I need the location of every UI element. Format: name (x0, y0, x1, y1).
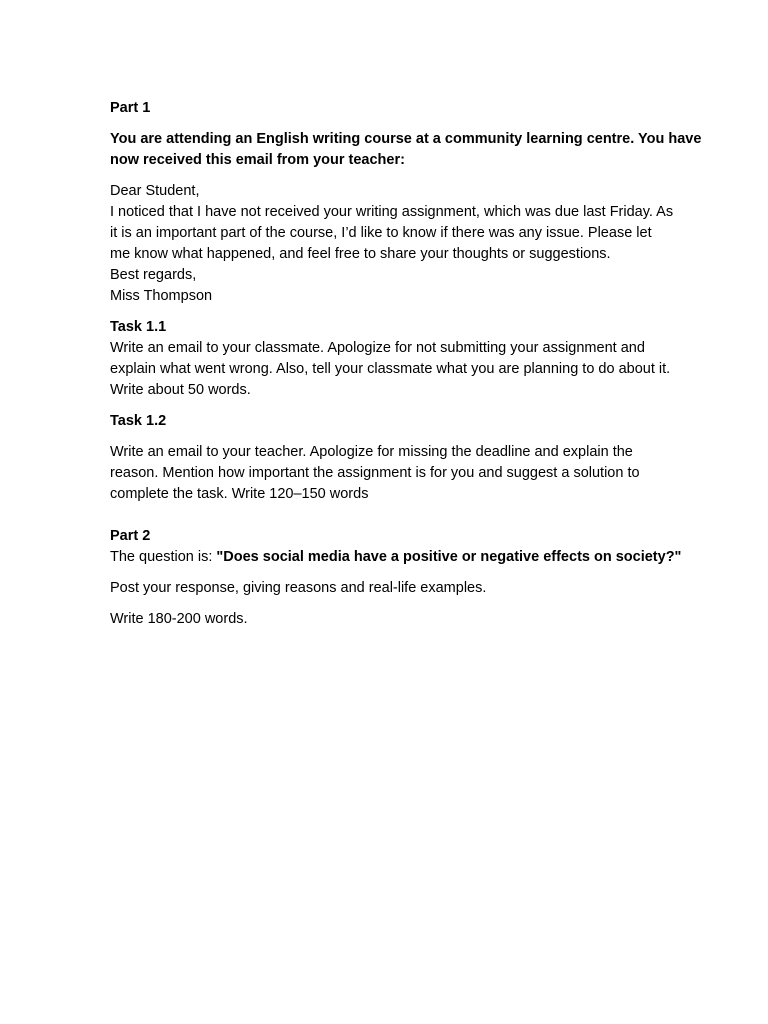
task-1-2-line: Write an email to your teacher. Apologize for missing the deadline and explain the (110, 444, 633, 460)
email-signoff: Best regards, (110, 267, 197, 283)
task-1-2-text (110, 442, 730, 505)
part2-heading: Part 2 (110, 528, 151, 544)
question-text: "Does social media have a positive or negative effects on society?" (216, 549, 682, 565)
part2-word-count: Write 180-200 words. (110, 611, 248, 627)
part1-intro-line: now received this email from your teacher: (110, 152, 405, 168)
email-greeting: Dear Student, (110, 183, 200, 199)
task-1-2-heading: Task 1.2 (110, 413, 167, 429)
part1-heading: Part 1 (110, 100, 151, 116)
document-page (110, 98, 730, 630)
task-1-1-heading: Task 1.1 (110, 319, 167, 335)
task-1-2-line: reason. Mention how important the assignment is for you and suggest a solution to (110, 465, 640, 481)
part1-intro-line: You are attending an English writing course at a community learning centre. You have (110, 131, 702, 147)
task-1-1-text (110, 338, 730, 401)
part2-response-instruction: Post your response, giving reasons and real-life examples. (110, 580, 487, 596)
task-1-1-line: Write an email to your classmate. Apologize for not submitting your assignment and (110, 340, 645, 356)
email-body-line: I noticed that I have not received your writing assignment, which was due last Friday. As (110, 204, 674, 220)
task-1-1-line: explain what went wrong. Also, tell your classmate what you are planning to do about it. (110, 361, 671, 377)
task-1-2-line: complete the task. Write 120–150 words (110, 486, 369, 502)
part1-intro (110, 129, 730, 171)
email-body-line: me know what happened, and feel free to share your thoughts or suggestions. (110, 246, 611, 262)
part2-question (110, 547, 730, 568)
teacher-email (110, 181, 730, 307)
email-body-line: it is an important part of the course, I’d like to know if there was any issue. Please let (110, 225, 652, 241)
question-prefix: The question is: (110, 549, 217, 565)
task-1-1-line: Write about 50 words. (110, 382, 251, 398)
email-signature: Miss Thompson (110, 288, 213, 304)
